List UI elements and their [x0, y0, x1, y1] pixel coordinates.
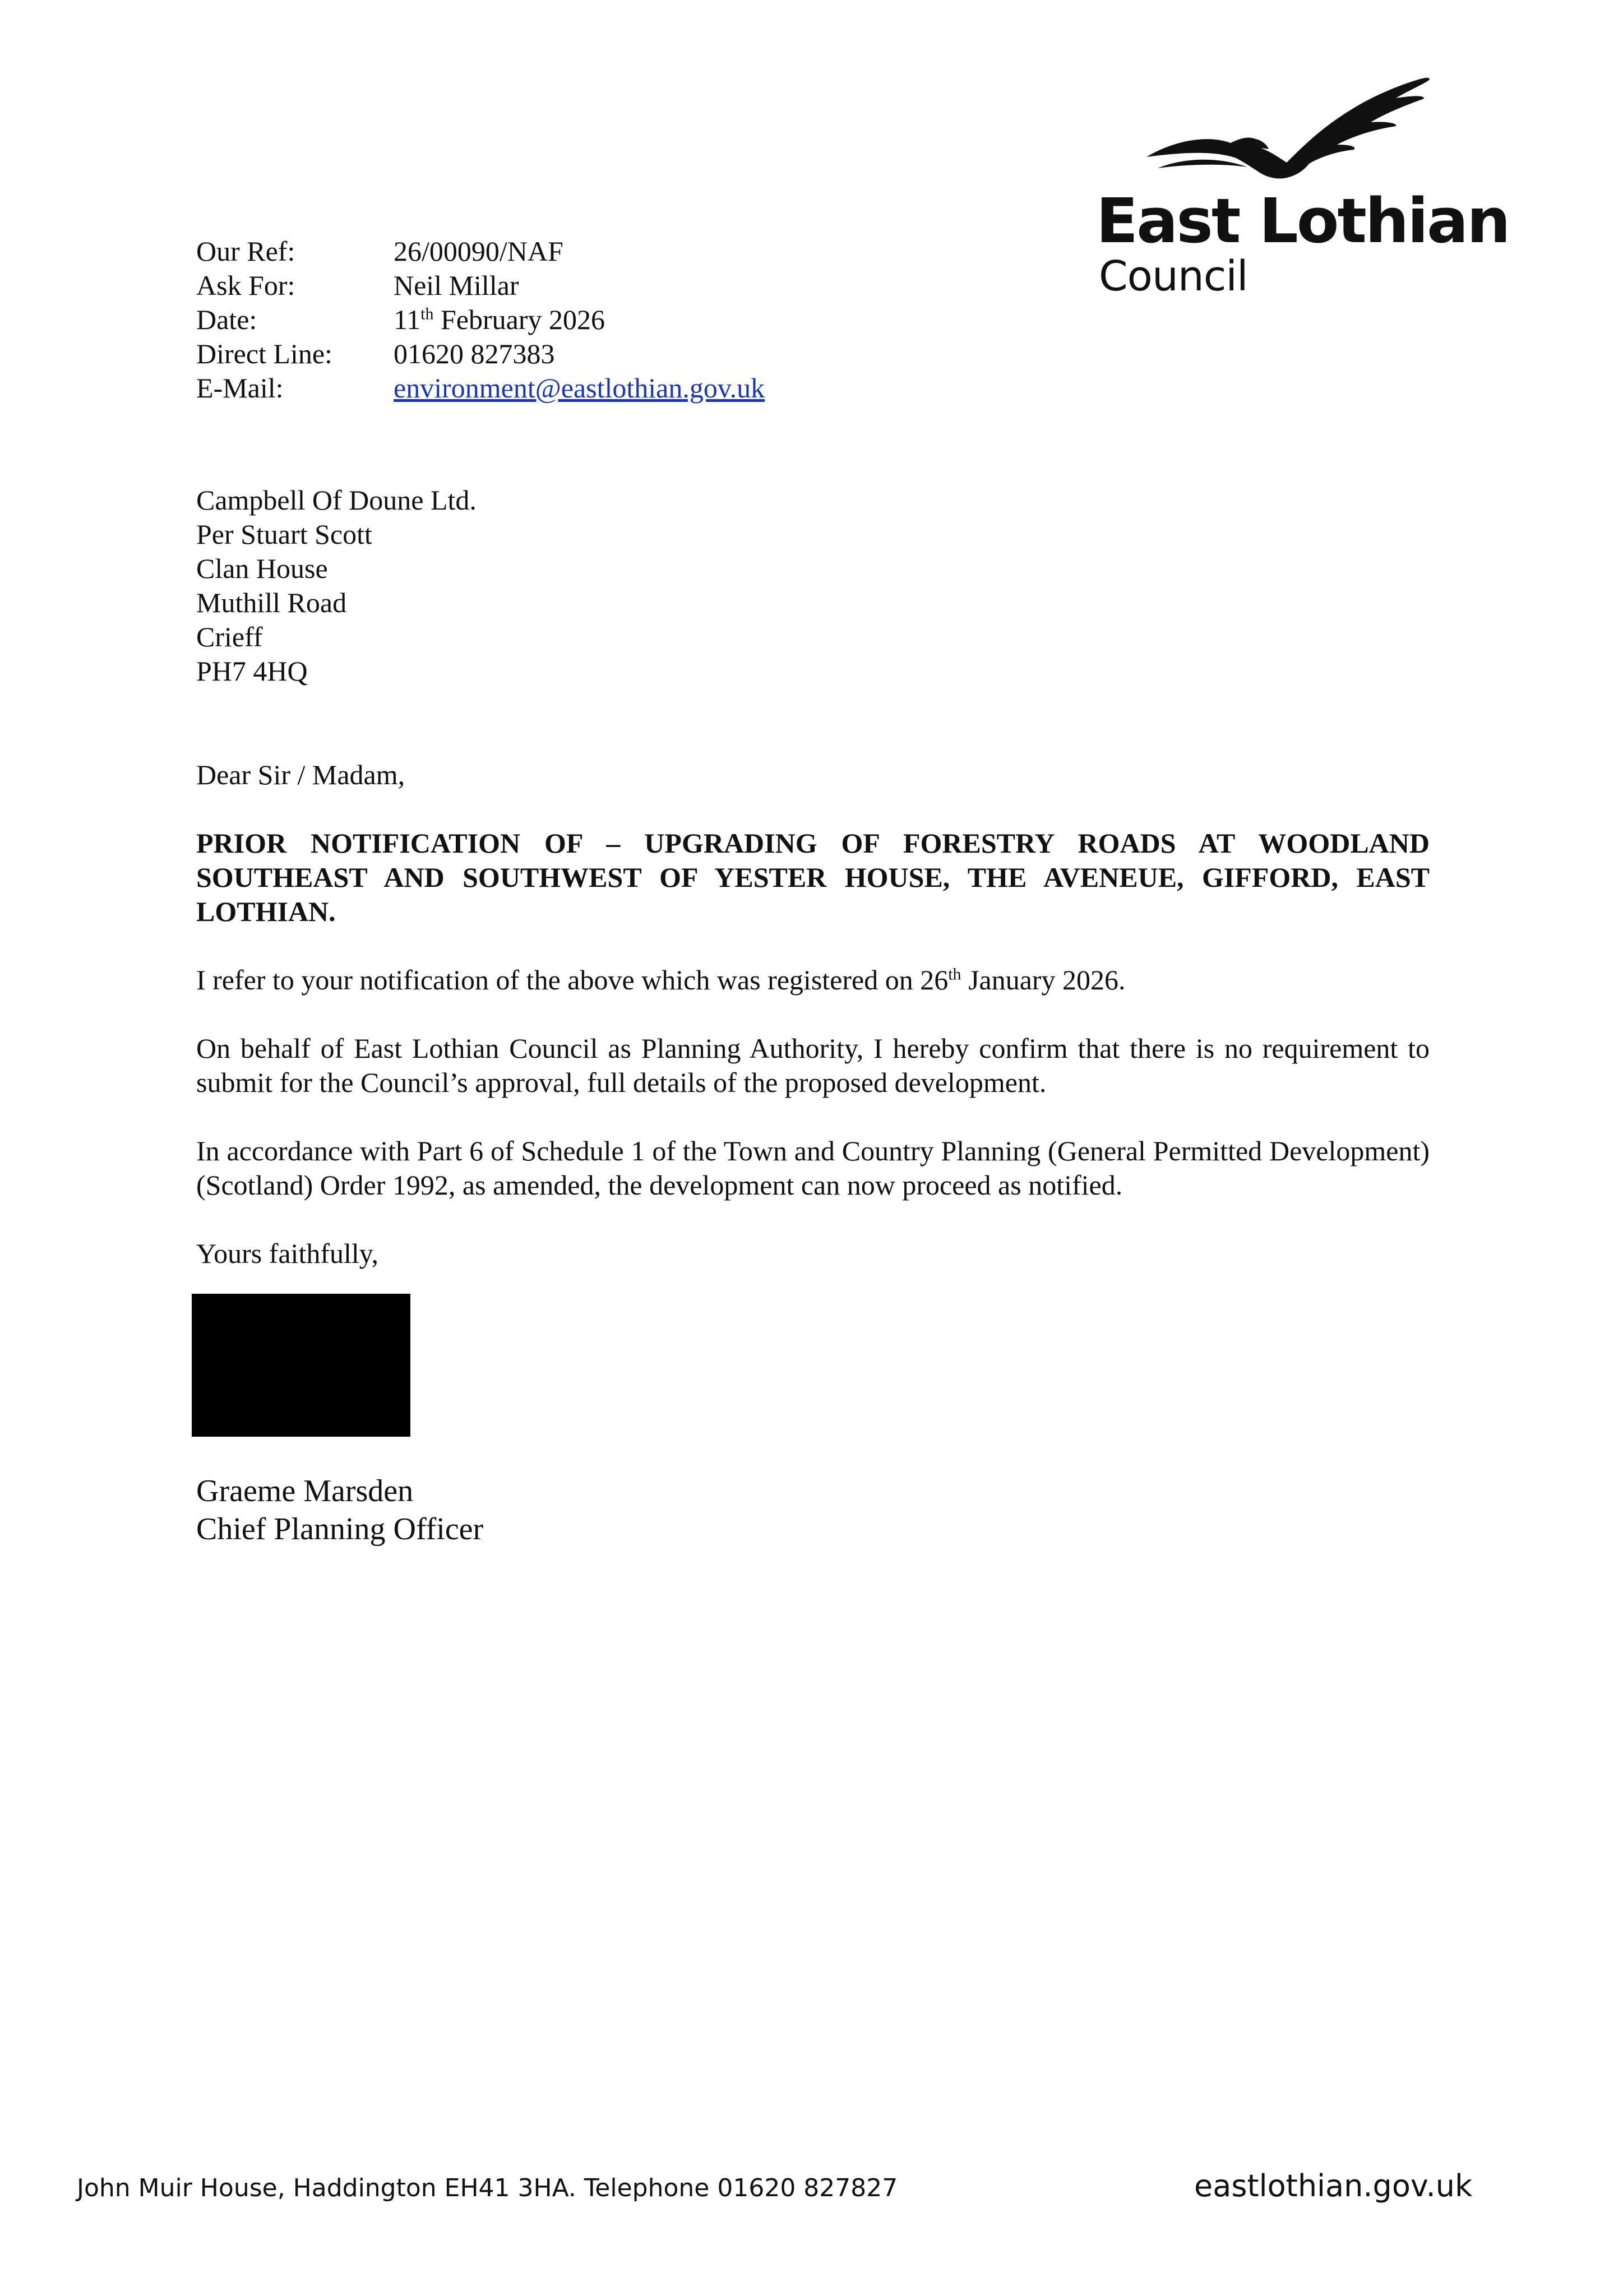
ordinal-suffix: th	[948, 965, 961, 984]
address-line: Per Stuart Scott	[196, 519, 372, 550]
logo-subtitle: Council	[1099, 252, 1248, 300]
council-logo	[1096, 73, 1522, 300]
redacted-signature	[192, 1294, 410, 1437]
ref-row-email	[196, 371, 765, 405]
letter-body	[196, 758, 1430, 1271]
email-link[interactable]: environment@eastlothian.gov.uk	[394, 372, 765, 404]
paragraph-confirmation: On behalf of East Lothian Council as Planning Authority, I hereby confirm that there is no requirement to submit for the Council’s approval, full details of the proposed development.	[196, 1033, 1430, 1098]
ref-label: Direct Line:	[196, 338, 332, 369]
ref-label: Date:	[196, 304, 257, 335]
footer-address: John Muir House, Haddington EH41 3HA. Telephone 01620 827827	[77, 2174, 898, 2202]
ref-label: E-Mail:	[196, 372, 284, 404]
address-line: Campbell Of Doune Ltd.	[196, 484, 477, 516]
date-month-year: February 2026	[433, 304, 605, 335]
paragraph-text: January 2026.	[961, 964, 1126, 996]
footer-website-link[interactable]: eastlothian.gov.uk	[1194, 2168, 1473, 2204]
address-line: PH7 4HQ	[196, 655, 308, 687]
salutation: Dear Sir / Madam,	[196, 759, 405, 790]
reference-block	[196, 234, 765, 405]
ref-row-our-ref	[196, 234, 765, 269]
address-line: Crieff	[196, 621, 263, 652]
address-line: Muthill Road	[196, 587, 347, 618]
ref-row-direct-line	[196, 337, 765, 371]
signatory-block	[196, 1472, 483, 1548]
date-day: 11	[394, 304, 421, 335]
closing: Yours faithfully,	[196, 1238, 379, 1269]
date-ordinal: th	[420, 304, 434, 323]
address-line: Clan House	[196, 553, 328, 584]
ref-label: Our Ref:	[196, 235, 295, 267]
ref-value: 01620 827383	[394, 338, 555, 369]
ref-value-date	[394, 303, 605, 337]
paragraph-text: I refer to your notification of the above which was registered on 26	[196, 964, 949, 996]
paragraph-legislation: In accordance with Part 6 of Schedule 1 of the Town and Country Planning (General Permitted Development) (Scotland) Order 1992, as amended, the development can now proceed as notified.	[196, 1135, 1430, 1201]
logo-wordmark: East Lothian	[1096, 185, 1509, 257]
signatory-name: Graeme Marsden	[196, 1474, 414, 1508]
ref-value: Neil Millar	[394, 270, 519, 301]
ref-row-date	[196, 303, 765, 337]
eagle-bird-icon	[1141, 73, 1432, 185]
ref-value: 26/00090/NAF	[394, 235, 563, 267]
ref-row-ask-for	[196, 269, 765, 303]
paragraph-registration	[196, 963, 1430, 997]
ref-label: Ask For:	[196, 270, 295, 301]
subject-heading: PRIOR NOTIFICATION OF – UPGRADING OF FORESTRY ROADS AT WOODLAND SOUTHEAST AND SOUTHWEST OF YESTER HOUSE, THE AVENEUE, GIFFORD, EAST LOTHIAN.	[196, 827, 1430, 927]
recipient-address	[196, 483, 477, 688]
signatory-title: Chief Planning Officer	[196, 1512, 484, 1547]
